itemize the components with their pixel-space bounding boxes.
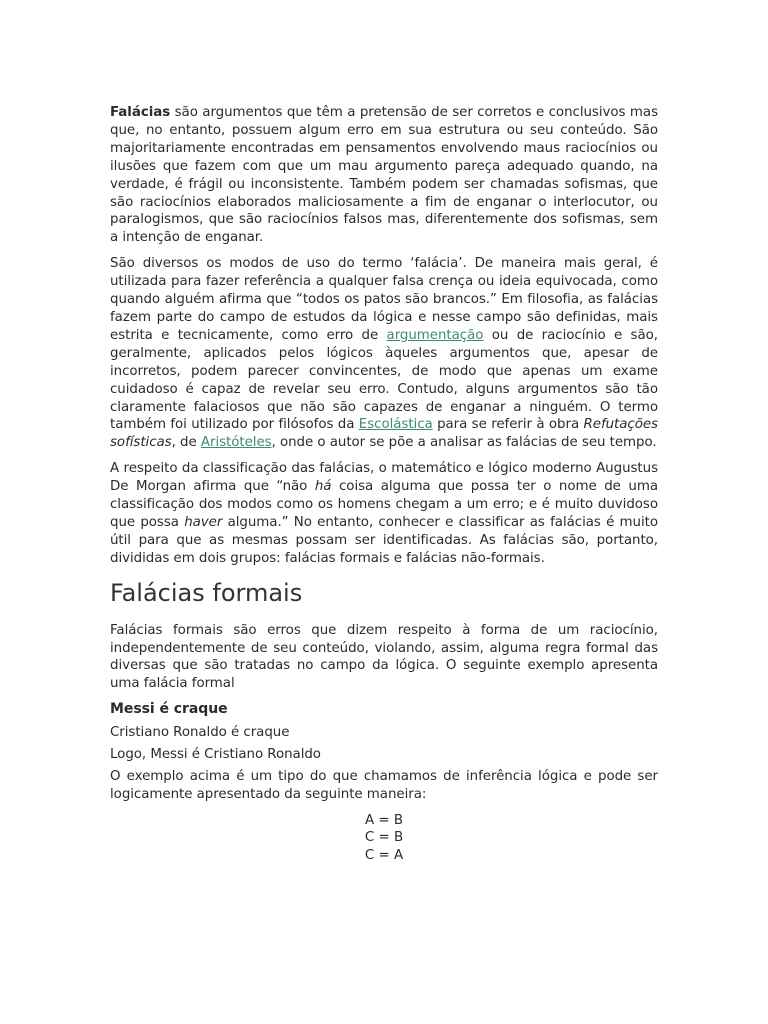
inference-paragraph: O exemplo acima é um tipo do que chamamos de inferência lógica e pode ser logicamente apresentado da seguinte maneira: — [110, 769, 658, 802]
example-line-1: Messi é craque — [110, 701, 228, 718]
equation-2: C = B — [364, 830, 404, 846]
usage-text-b: ou de raciocínio e são, geralmente, aplicados pelos lógicos àqueles argumentos que, apesar de incorretos, podem parecer convincentes, de modo que apenas um exame cuidadoso é capaz de revelar seu erro. Contudo, alguns argumentos são tão claramente falaciosos que não são capazes de enganar a ninguém. O termo também foi utilizado por filósofos da — [110, 327, 658, 433]
formal-fallacies-paragraph: Falácias formais são erros que dizem respeito à forma de um raciocínio, independentemente de seu conteúdo, violando, assim, alguma regra formal das diversas que são tratadas no campo da lógica. O seguinte exemplo apresenta uma falácia formal — [110, 622, 658, 692]
equation-3: C = A — [364, 847, 404, 863]
example-line-2: Cristiano Ronaldo é craque — [110, 725, 290, 741]
usage-text-e: , onde o autor se põe a analisar as falácias de seu tempo. — [271, 435, 657, 451]
italic-ha: há — [314, 479, 332, 495]
intro-paragraph — [110, 104, 658, 247]
intro-text: são argumentos que têm a pretensão de ser corretos e conclusivos mas que, no entanto, possuem algum erro em sua estrutura ou seu conteúdo. São majoritariamente encontradas em pensamentos envolvendo maus raciocínios ou ilusões que fazem com que um mau argumento pareça adequado quando, na verdade, é frágil ou inconsistente. Também podem ser chamadas sofismas, que são raciocínios elaborados maliciosamente a fim de enganar o interlocutor, ou paralogismos, que são raciocínios falsos mas, diferentemente dos sofismas, sem a intenção de enganar. — [110, 105, 658, 246]
classification-text-b: coisa alguma que possa ter o nome de uma classificação dos modos como os homens chegam a um erro; e é muito duvidoso que possa — [110, 479, 658, 530]
lead-term: Falácias — [110, 105, 171, 120]
usage-text-d: , de — [171, 435, 201, 451]
usage-paragraph — [110, 255, 658, 452]
link-aristoteles[interactable]: Aristóteles — [200, 435, 272, 451]
usage-text-c: para se referir à obra — [432, 417, 584, 433]
classification-text-a: A respeito da classificação das falácias, o matemático e lógico moderno Augustus De Morgan afirma que “não — [110, 461, 658, 495]
link-escolastica[interactable]: Escolástica — [358, 417, 433, 433]
document-page — [110, 104, 658, 864]
classification-paragraph — [110, 460, 658, 567]
work-title: Refutações sofísticas — [110, 417, 658, 451]
equation-1: A = B — [364, 812, 404, 828]
link-argumentacao[interactable]: argumentação — [386, 327, 484, 343]
italic-haver: haver — [184, 514, 223, 530]
usage-text-a: São diversos os modos de uso do termo ‘falácia’. De maneira mais geral, é utilizada para fazer referência a qualquer falsa crença ou ideia equivocada, como quando alguém afirma que “todos os patos são brancos.” Em filosofia, as falácias fazem parte do campo de estudos da lógica e nesse campo são definidas, mais estrita e tecnicamente, como erro de — [110, 256, 658, 343]
equations-block — [110, 812, 658, 864]
section-heading: Falácias formais — [110, 578, 303, 607]
example-line-3: Logo, Messi é Cristiano Ronaldo — [110, 747, 321, 763]
classification-text-c: alguma.” No entanto, conhecer e classificar as falácias é muito útil para que as mesmas possam ser identificadas. As falácias são, portanto, divididas em dois grupos: falácias formais e falácias não-formais. — [110, 514, 658, 566]
